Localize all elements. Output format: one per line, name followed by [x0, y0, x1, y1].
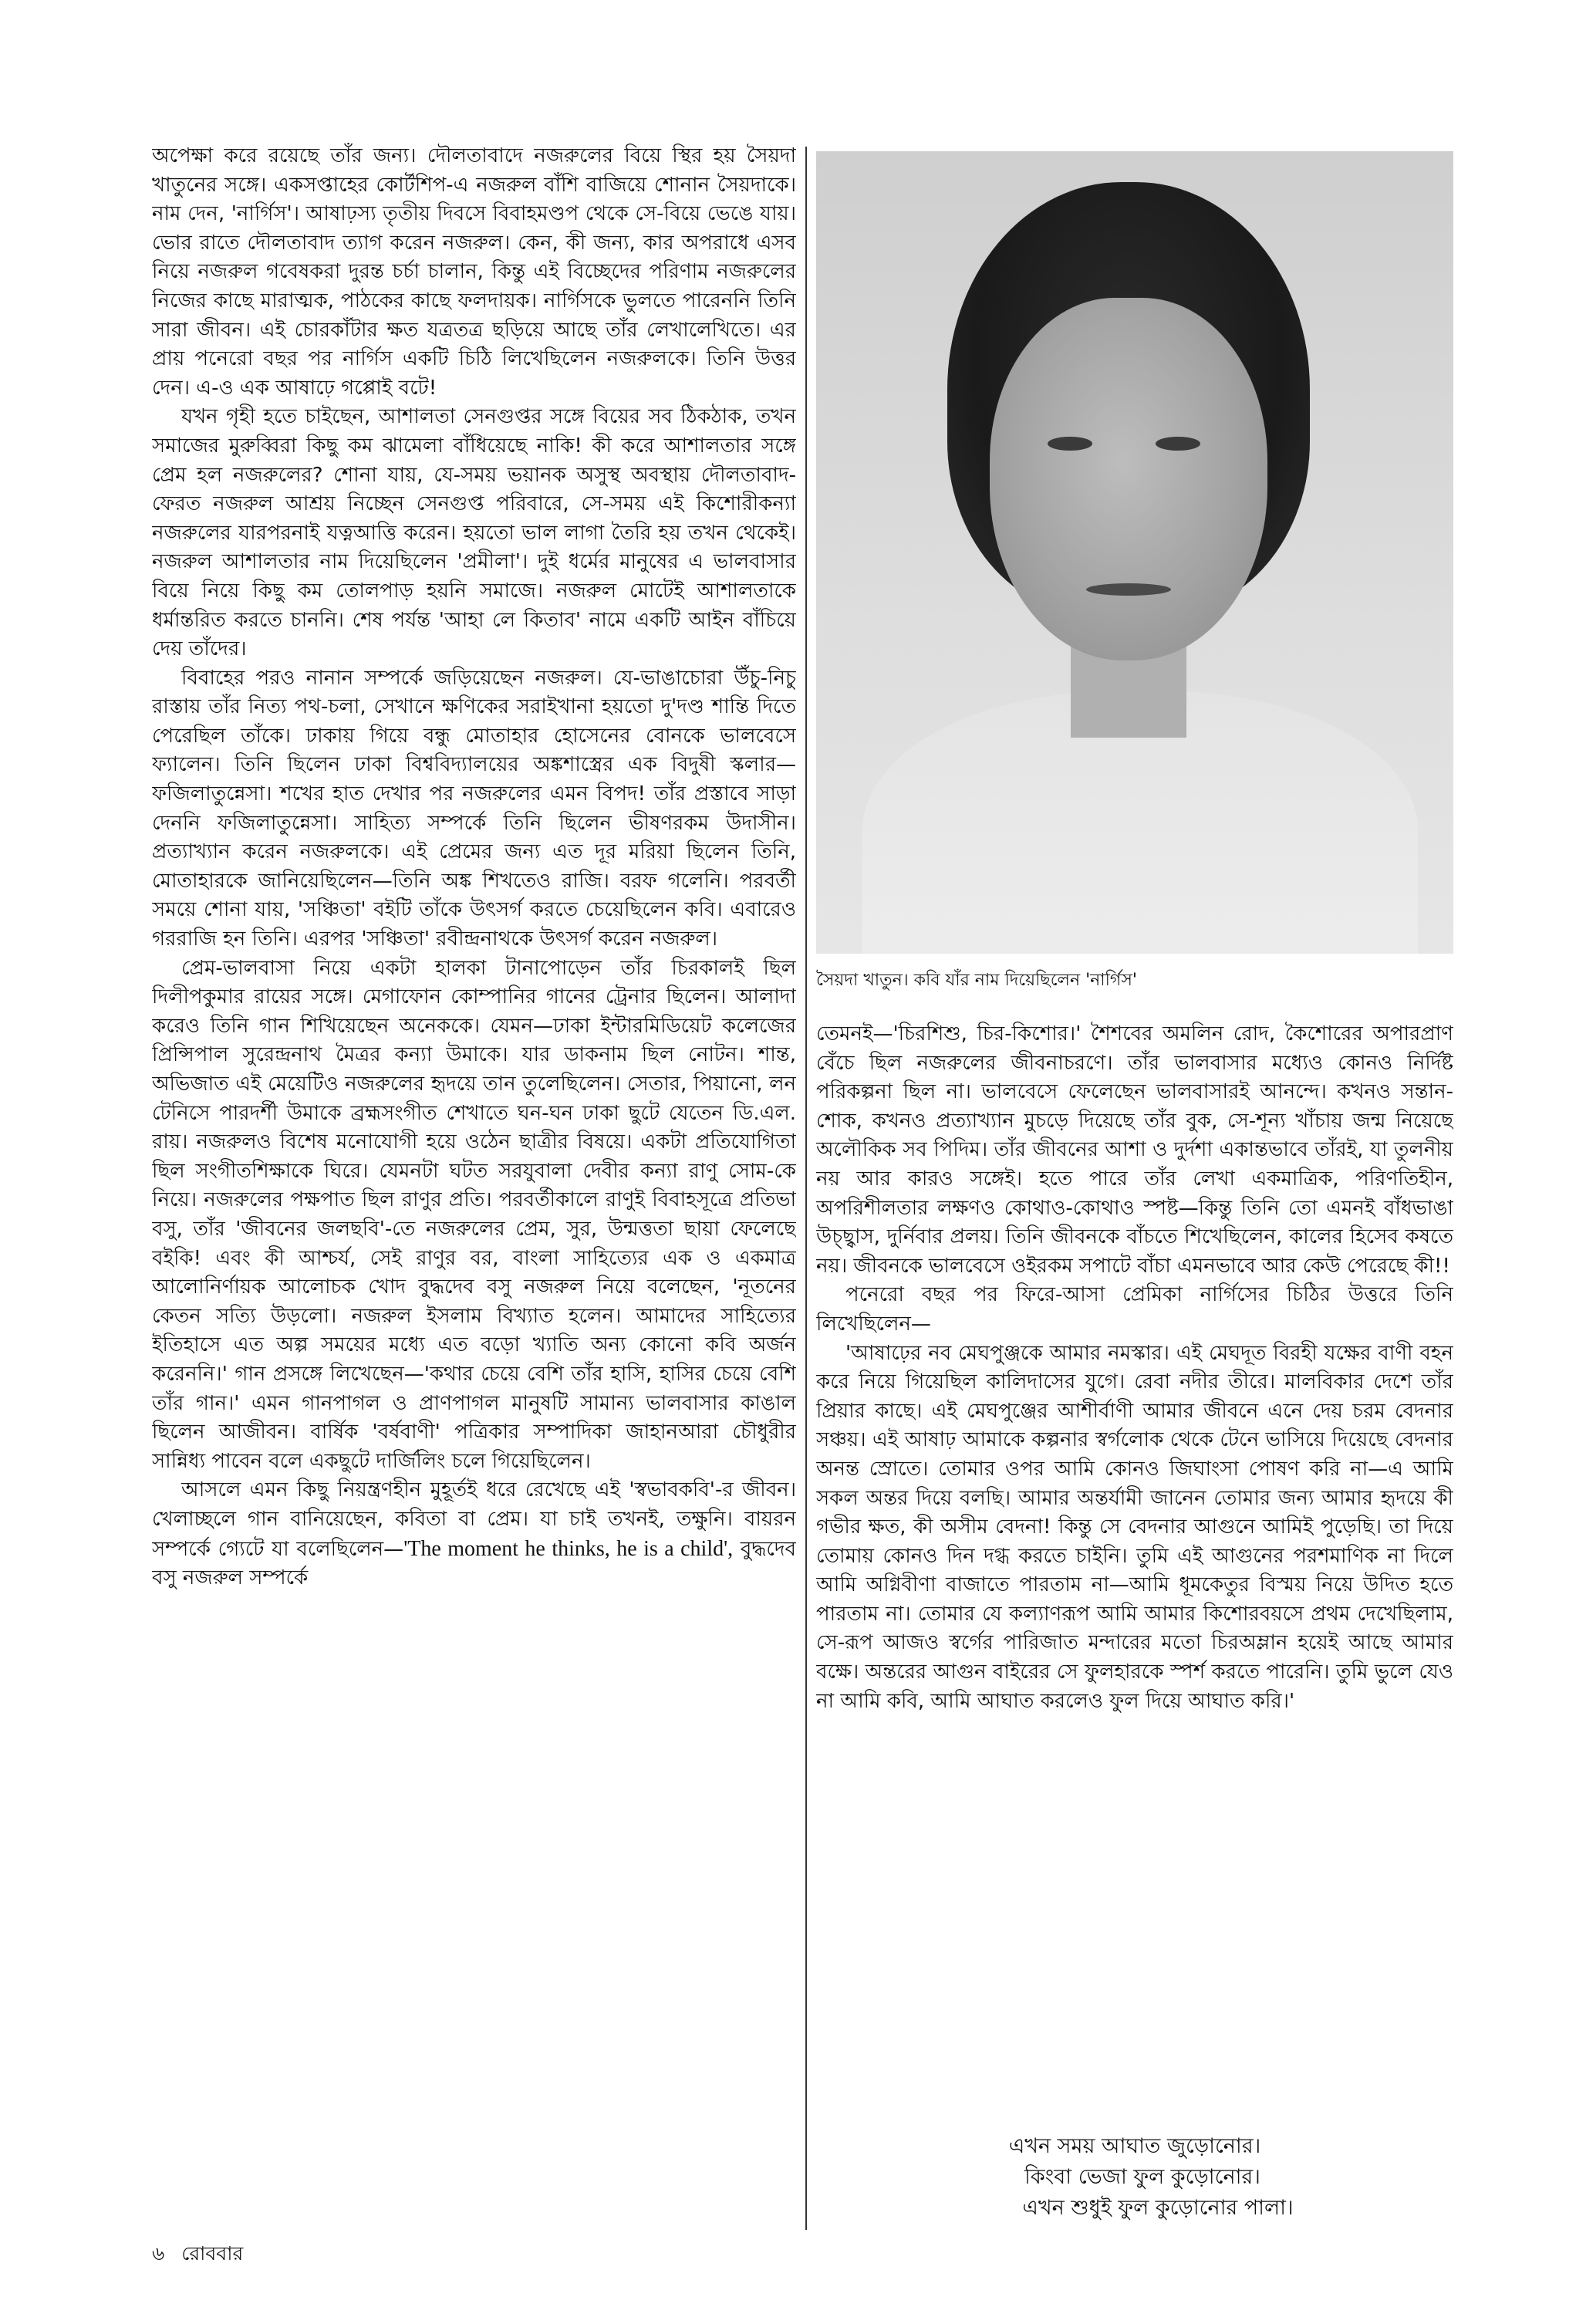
right-paragraph-1: তেমনই—'চিরশিশু, চির-কিশোর।' শৈশবের অমলিন রোদ, কৈশোরের অপারপ্রাণ বেঁচে ছিল নজরুলের জীবনাচরণে। তাঁর ভালবাসার মধ্যেও কোনও নির্দিষ্ট পরিকল্পনা ছিল না। ভালবেসে ফেলেছেন ভালবাসারই আনন্দে। কখনও সন্তান-শোক, কখনও প্রত্যাখ্যান মুচড়ে দিয়েছে তাঁর বুক, সে-শূন্য খাঁচায় জন্ম নিয়েছে অলৌকিক সব পিদিম। তাঁর জীবনের আশা ও দুর্দশা একান্তভাবে তাঁরই, যা তুলনীয় নয় আর কারও সঙ্গেই। হতে পারে তাঁর লেখা একমাত্রিক, পরিণতিহীন, অপরিশীলতার লক্ষণও কোথাও-কোথাও স্পষ্ট—কিন্তু তিনি তো এমনই বাঁধভাঙা উচ্ছ্বাস, দুর্নিবার প্রলয়। তিনি জীবনকে বাঁচতে শিখেছিলেন, কালের হিসেব কষতে নয়। জীবনকে ভালবেসে ওইরকম সপাটে বাঁচা এমনভাবে আর কেউ পেরেছে কী!!: [816, 1022, 1453, 1278]
page-number: ৬: [152, 2242, 165, 2265]
column-divider: [805, 147, 807, 2230]
right-column: [816, 1020, 1453, 2123]
magazine-name: রোববার: [181, 2242, 244, 2265]
portrait-photo: [816, 151, 1453, 954]
paragraph-3: বিবাহের পরও নানান সম্পর্কে জড়িয়েছেন নজরুল। যে-ভাঙাচোরা উঁচু-নিচু রাস্তায় তাঁর নিত্য পথ-চলা, সেখানে ক্ষণিকের সরাইখানা হয়তো দু'দণ্ড শান্তি দিতে পেরেছিল তাঁকে। ঢাকায় গিয়ে বন্ধু মোতাহার হোসেনের বোনকে ভালবেসে ফ্যালেন। তিনি ছিলেন ঢাকা বিশ্ববিদ্যালয়ের অঙ্কশাস্ত্রের এক বিদুষী স্কলার—ফজিলাতুন্নেসা। শখের হাত দেখার পর নজরুলের এমন বিপদ! তাঁর প্রস্তাবে সাড়া দেননি ফজিলাতুন্নেসা। সাহিত্য সম্পর্কে তিনি ছিলেন ভীষণরকম উদাসীন। প্রত্যাখ্যান করেন নজরুলকে। এই প্রেমের জন্য এত দূর মরিয়া ছিলেন তিনি, মোতাহারকে জানিয়েছিলেন—তিনি অঙ্ক শিখতেও রাজি। বরফ গলেনি। পরবর্তী সময়ে শোনা যায়, 'সঞ্চিতা' বইটি তাঁকে উৎসর্গ করতে চেয়েছিলেন কবি। এবারেও গররাজি হন তিনি। এরপর 'সঞ্চিতা' রবীন্দ্রনাথকে উৎসর্গ করেন নজরুল।: [152, 666, 796, 951]
paragraph-2: যখন গৃহী হতে চাইছেন, আশালতা সেনগুপ্তর সঙ্গে বিয়ের সব ঠিকঠাক, তখন সমাজের মুরুব্বিরা কিছু কম ঝামেলা বাঁধিয়েছে নাকি! কী করে আশালতার সঙ্গে প্রেম হল নজরুলের? শোনা যায়, যে-সময় ভয়ানক অসুস্থ অবস্থায় দৌলতাবাদ-ফেরত নজরুল আশ্রয় নিচ্ছেন সেনগুপ্ত পরিবারে, সে-সময় এই কিশোরীকন্যা নজরুলের যারপরনাই যত্নআত্তি করেন। হয়তো ভাল লাগা তৈরি হয় তখন থেকেই। নজরুল আশালতার নাম দিয়েছিলেন 'প্রমীলা'। দুই ধর্মের মানুষের এ ভালবাসার বিয়ে নিয়ে কিছু কম তোলপাড় হয়নি সমাজে। নজরুল মোটেই আশালতাকে ধর্মান্তরিত করতে চাননি। শেষ পর্যন্ত 'আহা লে কিতাব' নামে একটি আইন বাঁচিয়ে দেয় তাঁদের।: [152, 405, 796, 661]
letter-quote: 'আষাঢ়ের নব মেঘপুঞ্জকে আমার নমস্কার। এই মেঘদূত বিরহী যক্ষের বাণী বহন করে নিয়ে গিয়েছিল কালিদাসের যুগে। রেবা নদীর তীরে। মালবিকার দেশে তাঁর প্রিয়ার কাছে। এই মেঘপুঞ্জের আশীর্বাণী আমার জীবনে এনে দেয় চরম বেদনার সঞ্চয়। এই আষাঢ় আমাকে কল্পনার স্বর্গলোক থেকে টেনে ভাসিয়ে দিয়েছে বেদনার অনন্ত স্রোতে। তোমার ওপর আমি কোনও জিঘাংসা পোষণ করি না—এ আমি সকল অন্তর দিয়ে বলছি। আমার অন্তর্যামী জানেন তোমার জন্য আমার হৃদয়ে কী গভীর ক্ষত, কী অসীম বেদনা! কিন্তু সে বেদনার আগুনে আমিই পুড়েছি। তা দিয়ে তোমায় কোনও দিন দগ্ধ করতে চাইনি। তুমি এই আগুনের পরশমাণিক না দিলে আমি অগ্নিবীণা বাজাতে পারতাম না—আমি ধূমকেতুর বিস্ময় নিয়ে উদিত হতে পারতাম না। তোমার যে কল্যাণরূপ আমি আমার কিশোরবয়সে প্রথম দেখেছিলাম, সে-রূপ আজও স্বর্গের পারিজাত মন্দারের মতো চিরঅম্লান হয়েই আছে আমার বক্ষে। অন্তরের আগুন বাইরের সে ফুলহারকে স্পর্শ করতে পারেনি। তুমি ভুলে যেও না আমি কবি, আমি আঘাত করলেও ফুল দিয়ে আঘাত করি।': [816, 1341, 1453, 1713]
right-paragraph-2: পনেরো বছর পর ফিরে-আসা প্রেমিকা নার্গিসের চিঠির উত্তরে তিনি লিখেছিলেন—: [816, 1283, 1453, 1336]
paragraph-5-tail: বুদ্ধদেব বসু নজরুল সম্পর্কে: [152, 1537, 796, 1590]
poem-line-2: কিংবা ভেজা ফুল কুড়োনোর।: [1024, 2165, 1260, 2189]
poem-line-1: এখন সময় আঘাত জুড়োনোর।: [1008, 2134, 1261, 2158]
paragraph-1: অপেক্ষা করে রয়েছে তাঁর জন্য। দৌলতাবাদে নজরুলের বিয়ে স্থির হয় সৈয়দা খাতুনের সঙ্গে। একসপ্তাহের কোর্টশিপ-এ নজরুল বাঁশি বাজিয়ে শোনান সৈয়দাকে। নাম দেন, 'নার্গিস'। আষাঢ়স্য তৃতীয় দিবসে বিবাহমণ্ডপ থেকে সে-বিয়ে ভেঙে যায়। ভোর রাতে দৌলতাবাদ ত্যাগ করেন নজরুল। কেন, কী জন্য, কার অপরাধে এসব নিয়ে নজরুল গবেষকরা দুরন্ত চর্চা চালান, কিন্তু এই বিচ্ছেদের পরিণাম নজরুলের নিজের কাছে মারাত্মক, পাঠকের কাছে ফলদায়ক। নার্গিসকে ভুলতে পারেননি তিনি সারা জীবন। এই চোরকাঁটার ক্ষত যত্রতত্র ছড়িয়ে আছে তাঁর লেখালেখিতে। এর প্রায় পনেরো বছর পর নার্গিস একটি চিঠি লিখেছিলেন নজরুলকে। তিনি উত্তর দেন। এ-ও এক আষাঢ়ে গপ্পোই বটে!: [152, 144, 796, 400]
paragraph-4: প্রেম-ভালবাসা নিয়ে একটা হালকা টানাপোড়েন তাঁর চিরকালই ছিল দিলীপকুমার রায়ের সঙ্গে। মেগাফোন কোম্পানির গানের ট্রেনার ছিলেন। আলাদা করেও তিনি গান শিখিয়েছেন অনেককে। যেমন—ঢাকা ইন্টারমিডিয়েট কলেজের প্রিন্সিপাল সুরেন্দ্রনাথ মৈত্রর কন্যা উমাকে। যার ডাকনাম ছিল নোটন। শান্ত, অভিজাত এই মেয়েটিও নজরুলের হৃদয়ে তান তুলেছিলেন। সেতার, পিয়ানো, লন টেনিসে পারদর্শী উমাকে ব্রহ্মসংগীত শেখাতে ঘন-ঘন ঢাকা ছুটে যেতেন ডি.এল. রায়। নজরুলও বিশেষ মনোযোগী হয়ে ওঠেন ছাত্রীর বিষয়ে। একটা প্রতিযোগিতা ছিল সংগীতশিক্ষাকে ঘিরে। যেমনটা ঘটত সরযুবালা দেবীর কন্যা রাণু সোম-কে নিয়ে। নজরুলের পক্ষপাত ছিল রাণুর প্রতি। পরবর্তীকালে রাণুই বিবাহসূত্রে প্রতিভা বসু, তাঁর 'জীবনের জলছবি'-তে নজরুলের প্রেম, সুর, উন্মত্ততা ছায়া ফেলেছে বইকি! এবং কী আশ্চর্য, সেই রাণুর বর, বাংলা সাহিত্যের এক ও একমাত্র আলোনির্ণায়ক আলোচক খোদ বুদ্ধদেব বসু নজরুল নিয়ে বলেছেন, 'নূতনের কেতন সত্যি উড়লো। নজরুল ইসলাম বিখ্যাত হলেন। আমাদের সাহিত্যের ইতিহাসে এত অল্প সময়ের মধ্যে এত বড়ো খ্যাতি অন্য কোনো কবি অর্জন করেননি।' গান প্রসঙ্গে লিখেছেন—'কথার চেয়ে বেশি তাঁর হাসি, হাসির চেয়ে বেশি তাঁর গান।' এমন গানপাগল ও প্রাণপাগল মানুষটি সামান্য ভালবাসার কাঙাল ছিলেন আজীবন। বার্ষিক 'বর্ষবাণী' পত্রিকার সম্পাদিকা জাহানআরা চৌধুরীর সান্নিধ্য পাবেন বলে একছুটে দার্জিলিং চলে গিয়েছিলেন।: [152, 956, 796, 1473]
poem-line-3: এখন শুধুই ফুল কুড়োনোর পালা।: [1022, 2196, 1294, 2220]
paragraph-5: [152, 1476, 796, 1593]
photo-caption: সৈয়দা খাতুন। কবি যাঁর নাম দিয়েছিলেন 'নার্গিস': [816, 971, 1137, 990]
left-column: [152, 142, 796, 2233]
english-quote: 'The moment he thinks, he is a child',: [403, 1536, 734, 1561]
page-footer: [152, 2241, 243, 2266]
closing-poem: [816, 2131, 1453, 2224]
paragraph-5-text: আসলে এমন কিছু নিয়ন্ত্রণহীন মুহূর্তই ধরে রেখেছে এই 'স্বভাবকবি'-র জীবন। খেলাচ্ছলে গান বানিয়েছেন, কবিতা বা প্রেম। যা চাই তখনই, তক্ষুনি। বায়রন সম্পর্কে গ্যেটে যা বলেছিলেন—: [152, 1478, 796, 1561]
